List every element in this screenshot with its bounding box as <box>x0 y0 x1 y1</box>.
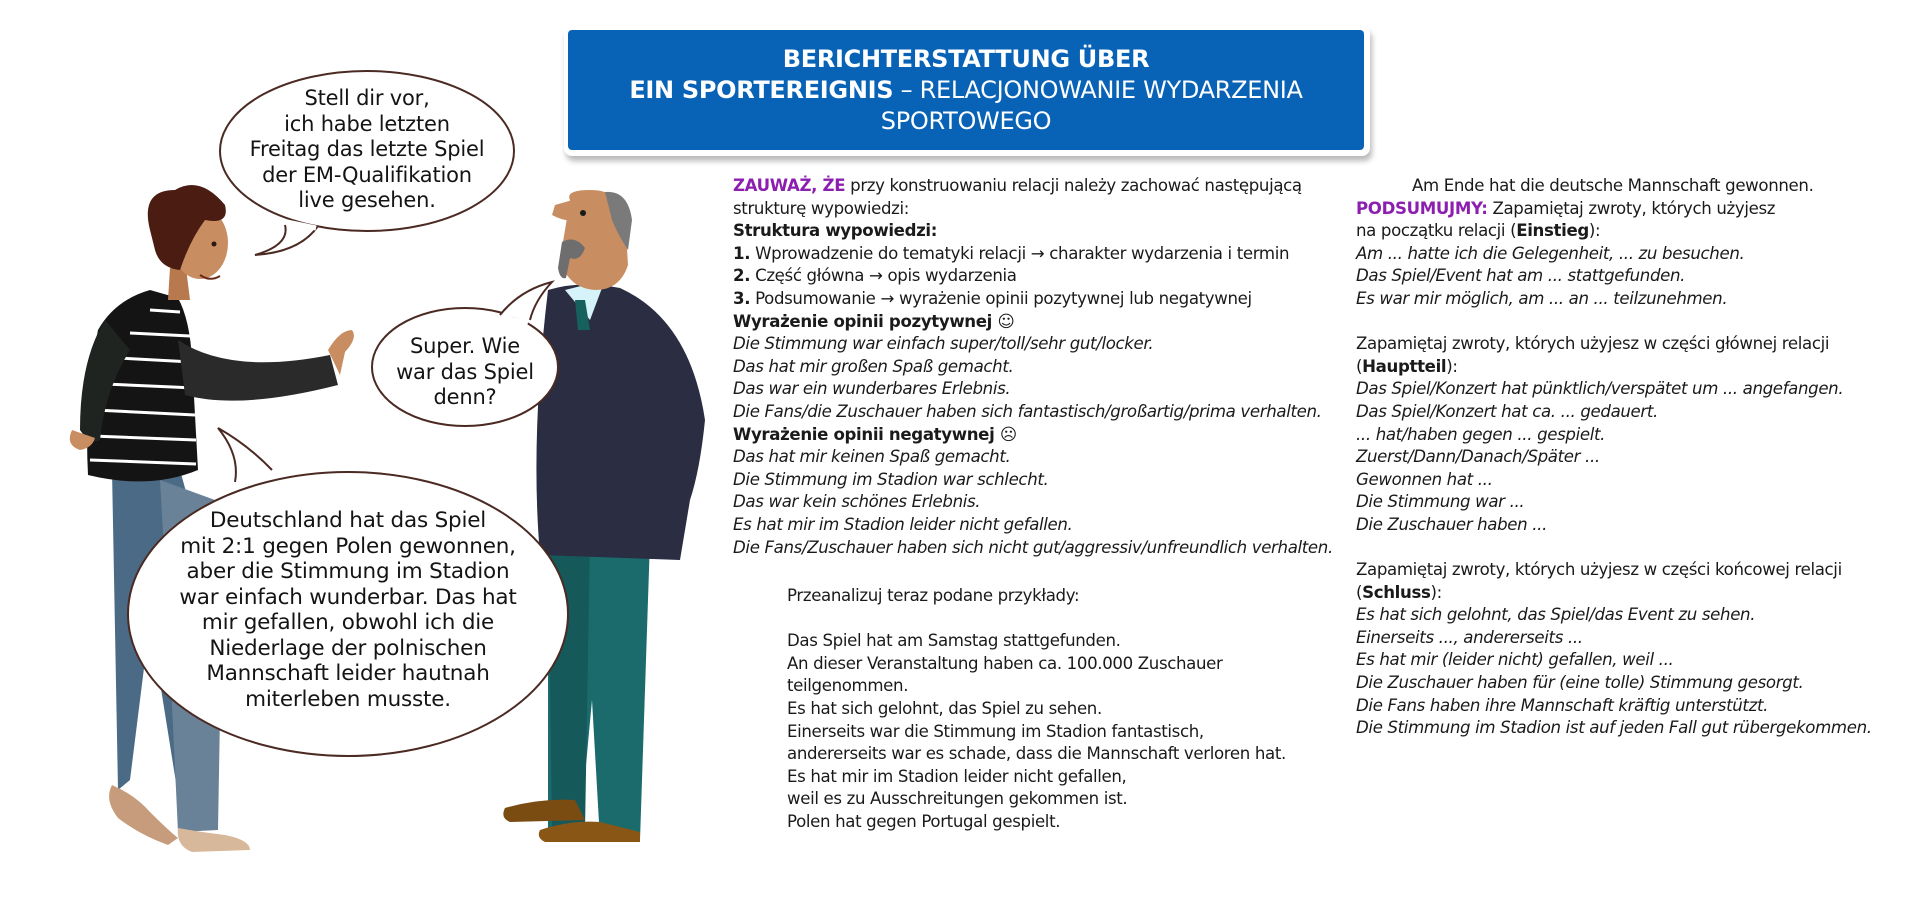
title-banner <box>564 26 1370 156</box>
example-line: weil es zu Ausschreitungen gekommen ist. <box>787 789 1128 809</box>
title-line-2-rest: – RELACJONOWANIE WYDARZENIA <box>893 75 1303 104</box>
negative-phrase: Das hat mir keinen Spaß gemacht. <box>733 447 1011 467</box>
bubble-line: Stell dir vor, <box>304 86 430 110</box>
note-label: ZAUWAŻ, ŻE <box>733 176 846 195</box>
structure-section <box>733 175 1333 559</box>
speech-bubble-man <box>372 334 558 411</box>
title-banner-inner <box>568 30 1364 150</box>
note-text-cont: strukturę wypowiedzi: <box>733 198 909 218</box>
hauptteil-phrase: Die Stimmung war ... <box>1356 492 1525 512</box>
examples-intro: Przeanalizuj teraz podane przykłady: <box>787 586 1080 605</box>
positive-phrase: Das war ein wunderbares Erlebnis. <box>733 379 1011 399</box>
einstieg-heading: na początku relacji (Einstieg): <box>1356 221 1601 241</box>
einstieg-phrase: Das Spiel/Event hat am ... stattgefunden. <box>1356 266 1686 286</box>
hauptteil-phrase: Gewonnen hat ... <box>1356 469 1493 489</box>
example-line: Das Spiel hat am Samstag stattgefunden. <box>787 631 1121 651</box>
bubble-line: Niederlage der polnischen <box>209 635 487 661</box>
bubble-line: denn? <box>433 385 497 409</box>
example-line: An dieser Veranstaltung haben ca. 100.000 Zuschauer <box>787 653 1223 673</box>
bubble-line: mir gefallen, obwohl ich die <box>201 610 495 635</box>
positive-phrase: Die Fans/die Zuschauer haben sich fantastisch/großartig/prima verhalten. <box>733 401 1322 421</box>
positive-phrase: Die Stimmung war einfach super/toll/sehr gut/locker. <box>733 334 1154 354</box>
bubble-line: aber die Stimmung im Stadion <box>186 559 510 584</box>
hauptteil-term: (Hauptteil): <box>1356 356 1458 376</box>
bubble-line: ich habe letzten <box>284 111 450 136</box>
negative-phrase: Es hat mir im Stadion leider nicht gefallen. <box>733 514 1073 534</box>
examples-section <box>787 585 1286 834</box>
bubble-line: miterleben musste. <box>245 686 451 712</box>
schluss-phrase: Die Stimmung im Stadion ist auf jeden Fall gut rübergekommen. <box>1356 718 1872 738</box>
bubble-line: Super. Wie <box>409 334 520 358</box>
title-line-1: BERICHTERSTATTUNG ÜBER <box>782 44 1150 73</box>
schluss-phrase: Die Zuschauer haben für (eine tolle) Stimmung gesorgt. <box>1356 673 1804 693</box>
smiley-icon: ☺ <box>997 311 1015 331</box>
frown-icon: ☹ <box>999 424 1017 444</box>
summary-section <box>1356 175 1872 740</box>
schluss-phrase: Es hat mir (leider nicht) gefallen, weil ... <box>1356 650 1674 670</box>
bubble-line: live gesehen. <box>298 188 436 212</box>
negative-heading: Wyrażenie opinii negatywnej ☹ <box>733 424 1017 444</box>
hauptteil-phrase: Die Zuschauer haben ... <box>1356 514 1548 534</box>
hauptteil-phrase: ... hat/haben gegen ... gespielt. <box>1356 424 1606 444</box>
example-line: Einerseits war die Stimmung im Stadion fantastisch, <box>787 721 1204 741</box>
bubble-line: Freitag das letzte Spiel <box>249 137 485 161</box>
structure-heading: Struktura wypowiedzi: <box>733 221 938 241</box>
summary-label: PODSUMUJMY: <box>1356 198 1488 218</box>
schluss-phrase: Die Fans haben ihre Mannschaft kräftig unterstützt. <box>1356 695 1769 715</box>
structure-step: 3. Podsumowanie → wyrażenie opinii pozytywnej lub negatywnej <box>733 288 1252 308</box>
negative-phrase: Die Stimmung im Stadion war schlecht. <box>733 469 1049 489</box>
summary-text: Zapamiętaj zwroty, których użyjesz <box>1487 198 1776 218</box>
bubble-line: war das Spiel <box>396 359 534 384</box>
example-line: andererseits war es schade, dass die Mannschaft verloren hat. <box>787 744 1286 764</box>
example-line: teilgenommen. <box>787 676 909 696</box>
example-line-continued: Am Ende hat die deutsche Mannschaft gewonnen. <box>1412 176 1814 195</box>
positive-phrase: Das hat mir großen Spaß gemacht. <box>733 356 1014 376</box>
schluss-phrase: Einerseits ..., andererseits ... <box>1356 627 1583 647</box>
hauptteil-phrase: Das Spiel/Konzert hat pünktlich/verspätet um ... angefangen. <box>1356 379 1844 399</box>
example-line: Es hat mir im Stadion leider nicht gefallen, <box>787 766 1127 786</box>
bubble-line: Deutschland hat das Spiel <box>209 508 487 533</box>
bubble-line: der EM-Qualifikation <box>262 162 472 187</box>
hauptteil-heading: Zapamiętaj zwroty, których użyjesz w części głównej relacji <box>1356 334 1830 354</box>
speech-bubble-boy-bottom <box>128 508 568 712</box>
speech-bubble-boy-top <box>220 86 514 214</box>
negative-phrase: Das war kein schönes Erlebnis. <box>733 492 981 512</box>
example-line: Polen hat gegen Portugal gespielt. <box>787 811 1061 831</box>
bubble-line: mit 2:1 gegen Polen gewonnen, <box>180 533 516 559</box>
negative-phrase: Die Fans/Zuschauer haben sich nicht gut/aggressiv/unfreundlich verhalten. <box>733 537 1333 557</box>
hauptteil-phrase: Das Spiel/Konzert hat ca. ... gedauert. <box>1356 401 1658 421</box>
bubble-line: war einfach wunderbar. Das hat <box>179 584 517 610</box>
structure-step: 1. Wprowadzenie do tematyki relacji → charakter wydarzenia i termin <box>733 243 1290 263</box>
schluss-phrase: Es hat sich gelohnt, das Spiel/das Event zu sehen. <box>1356 605 1756 625</box>
title-line-3: SPORTOWEGO <box>880 106 1052 135</box>
bubble-line: Mannschaft leider hautnah <box>206 661 490 686</box>
structure-step: 2. Część główna → opis wydarzenia <box>733 266 1017 286</box>
einstieg-phrase: Am ... hatte ich die Gelegenheit, ... zu besuchen. <box>1356 243 1745 263</box>
hauptteil-phrase: Zuerst/Dann/Danach/Später ... <box>1356 447 1600 467</box>
example-line: Es hat sich gelohnt, das Spiel zu sehen. <box>787 698 1102 718</box>
positive-heading: Wyrażenie opinii pozytywnej ☺ <box>733 311 1015 331</box>
title-line-2-bold: EIN SPORTEREIGNIS <box>629 75 894 104</box>
einstieg-phrase: Es war mir möglich, am ... an ... teilzunehmen. <box>1356 288 1728 308</box>
schluss-term: (Schluss): <box>1356 582 1442 602</box>
note-text: przy konstruowaniu relacji należy zachować następującą <box>845 176 1302 195</box>
schluss-heading: Zapamiętaj zwroty, których użyjesz w części końcowej relacji <box>1356 560 1842 580</box>
